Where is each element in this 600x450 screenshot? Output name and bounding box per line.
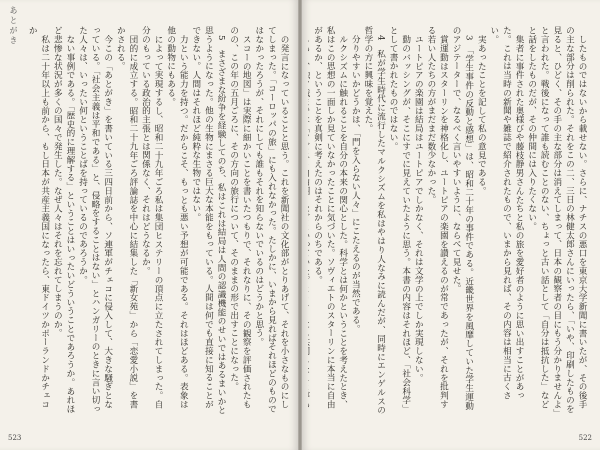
page-number: 522 [578, 434, 592, 442]
paragraph: 3 「学生事件の反動と感想」は、昭和二十年の事件である。近畿世界を風靡していた学生運動のアジテーターで、なるべく言いやすいように、ならべて見せた。 [451, 26, 474, 410]
running-head: あとがき [9, 6, 18, 46]
paragraph: 力という能力を持つ。だからこそ、もっとも悪い予想が可能である。それはほどある。表象は他の動物にもある。 [165, 26, 189, 409]
paragraph: によって実現するし、昭和二十九年ごろ私は集団ヒステリーの頂点に立たされてしまった。自分のもっている政治的主張とは関係なく、それはどうなるか。 [140, 26, 164, 409]
paragraph [308, 26, 311, 416]
paragraph: 分りやすいかどうかは、「門を入らない人々」にこたえるのが当然である。 [350, 34, 361, 333]
paragraph: 4 私が学生時代に流行したマルクシズムを私はやはり人なみに読んだが、同時にエンゲルスの哲学の方に興味を覚えた。 [362, 26, 386, 415]
paragraph: 集者に事件された奥様びや藤枝静男さんたちと私の旅を愛好者のように思い出すことがあった。これは当時の新聞や雑誌で紹介されたもので、いまから見れば、その内容は相当に古くさい。 [488, 26, 525, 400]
paragraph: 私は二十年以上も前から、もし日本が共産主義国になったら、東ドイツかポーランドかチェコか [27, 26, 50, 409]
page-number: 523 [8, 434, 22, 442]
paragraph: したものではないから載せない。さらに、ナチスの悪口を東京大学新聞に書いたが、その後手の主な部分は削られた。それをこの二、三日の林健太郎さんにいったら、「いや、印刷したものを見ると、ひどく、その手の主な部分は消えてしまって、日本の観察者の目にもう分かりませんよ」と言われた。戦後になって誰も読むことのない、ちょっと古い話として「自分は抵抗した」などと話をしたものだが、その仲間には入りたくない。 [526, 26, 587, 414]
paragraph: の発言になっていることと思う。これを新聞社の文化部がとりあげて、それを小さなものにしてしまった。「コーロッパの旅」にも入れなかった。たしかに、いまから見ればそれほどのものではなかったろうが、それにしても誰もそれを知らないでいるのはどうかと思う。 [253, 26, 289, 414]
right-page [302, 0, 600, 450]
paragraph: 動のバッシングが、そこにすでに見えていたように思う。本書の内容はそれほど、「社会科学」として書かれたものではない。 [388, 26, 411, 413]
paragraph: 5 まさざまな紛争を経験してのち、私はこれは結局は人間の認識機能のせいではあるまいかと思うようになった。他の生物にまさる巨大な本能をもっている。人間は何でも直接に知ることができない。人間はそれほど純粋な生物ではない。 [190, 26, 227, 415]
left-page-body [20, 26, 290, 416]
left-page [0, 0, 298, 450]
paragraph: 賞運動はスターリンを神格化し、ユートピアの楽園を讃えるのが常であったが、それを批判する若い人たちの方がまだまだ数少なかった。 [425, 26, 449, 409]
paragraph: ルクシズムに触れることを自分の本来の関心とした。科学とは何かということを考えたとき、私はこの思想の一面しか見ていなかったことに気づいた。ソヴィエトのスターリンに本当に自由があるか、ということを真剣に考えたのはそれからのちである。 [312, 26, 348, 409]
right-page-body [308, 26, 588, 416]
paragraph: ない事例である。「歴史的に理解する」ということはいったいどういうことであろうか。あれほど悲惨な状況が多くの国々で発生した。なぜ人々はそれを忘れてしまうのか。 [52, 26, 75, 413]
paragraph: スコーの地図」は実際に細かいことを書いたつもりで、それなりに、その観察を評価されたものの、この年の五月ごろに、その方向の旅行について、そのままの形で出すことになった。 [228, 26, 252, 409]
paragraph: ユートピアの楽園は結局はユートピアでしかなく、それは文学の上でしか実現しない。 [413, 34, 424, 382]
paragraph: 今この「あとがき」を書いている三四日前から、ソ連軍がチェコに侵入して、大きな騒ぎとなっている。「社会主義は平和である」と、侵略をすることはない」とハンガリーのときに言い切った人々は、いったい何ということばを持っているのであろうか。 [77, 26, 113, 414]
paragraph: 実あったことを記して私の意見である。 [476, 34, 487, 195]
paragraph: 団的に成立する。昭和二十九年ごろ評論誌を中心に結集した「新女苑」から「恋愛小説」を書かされる。 [115, 26, 138, 409]
